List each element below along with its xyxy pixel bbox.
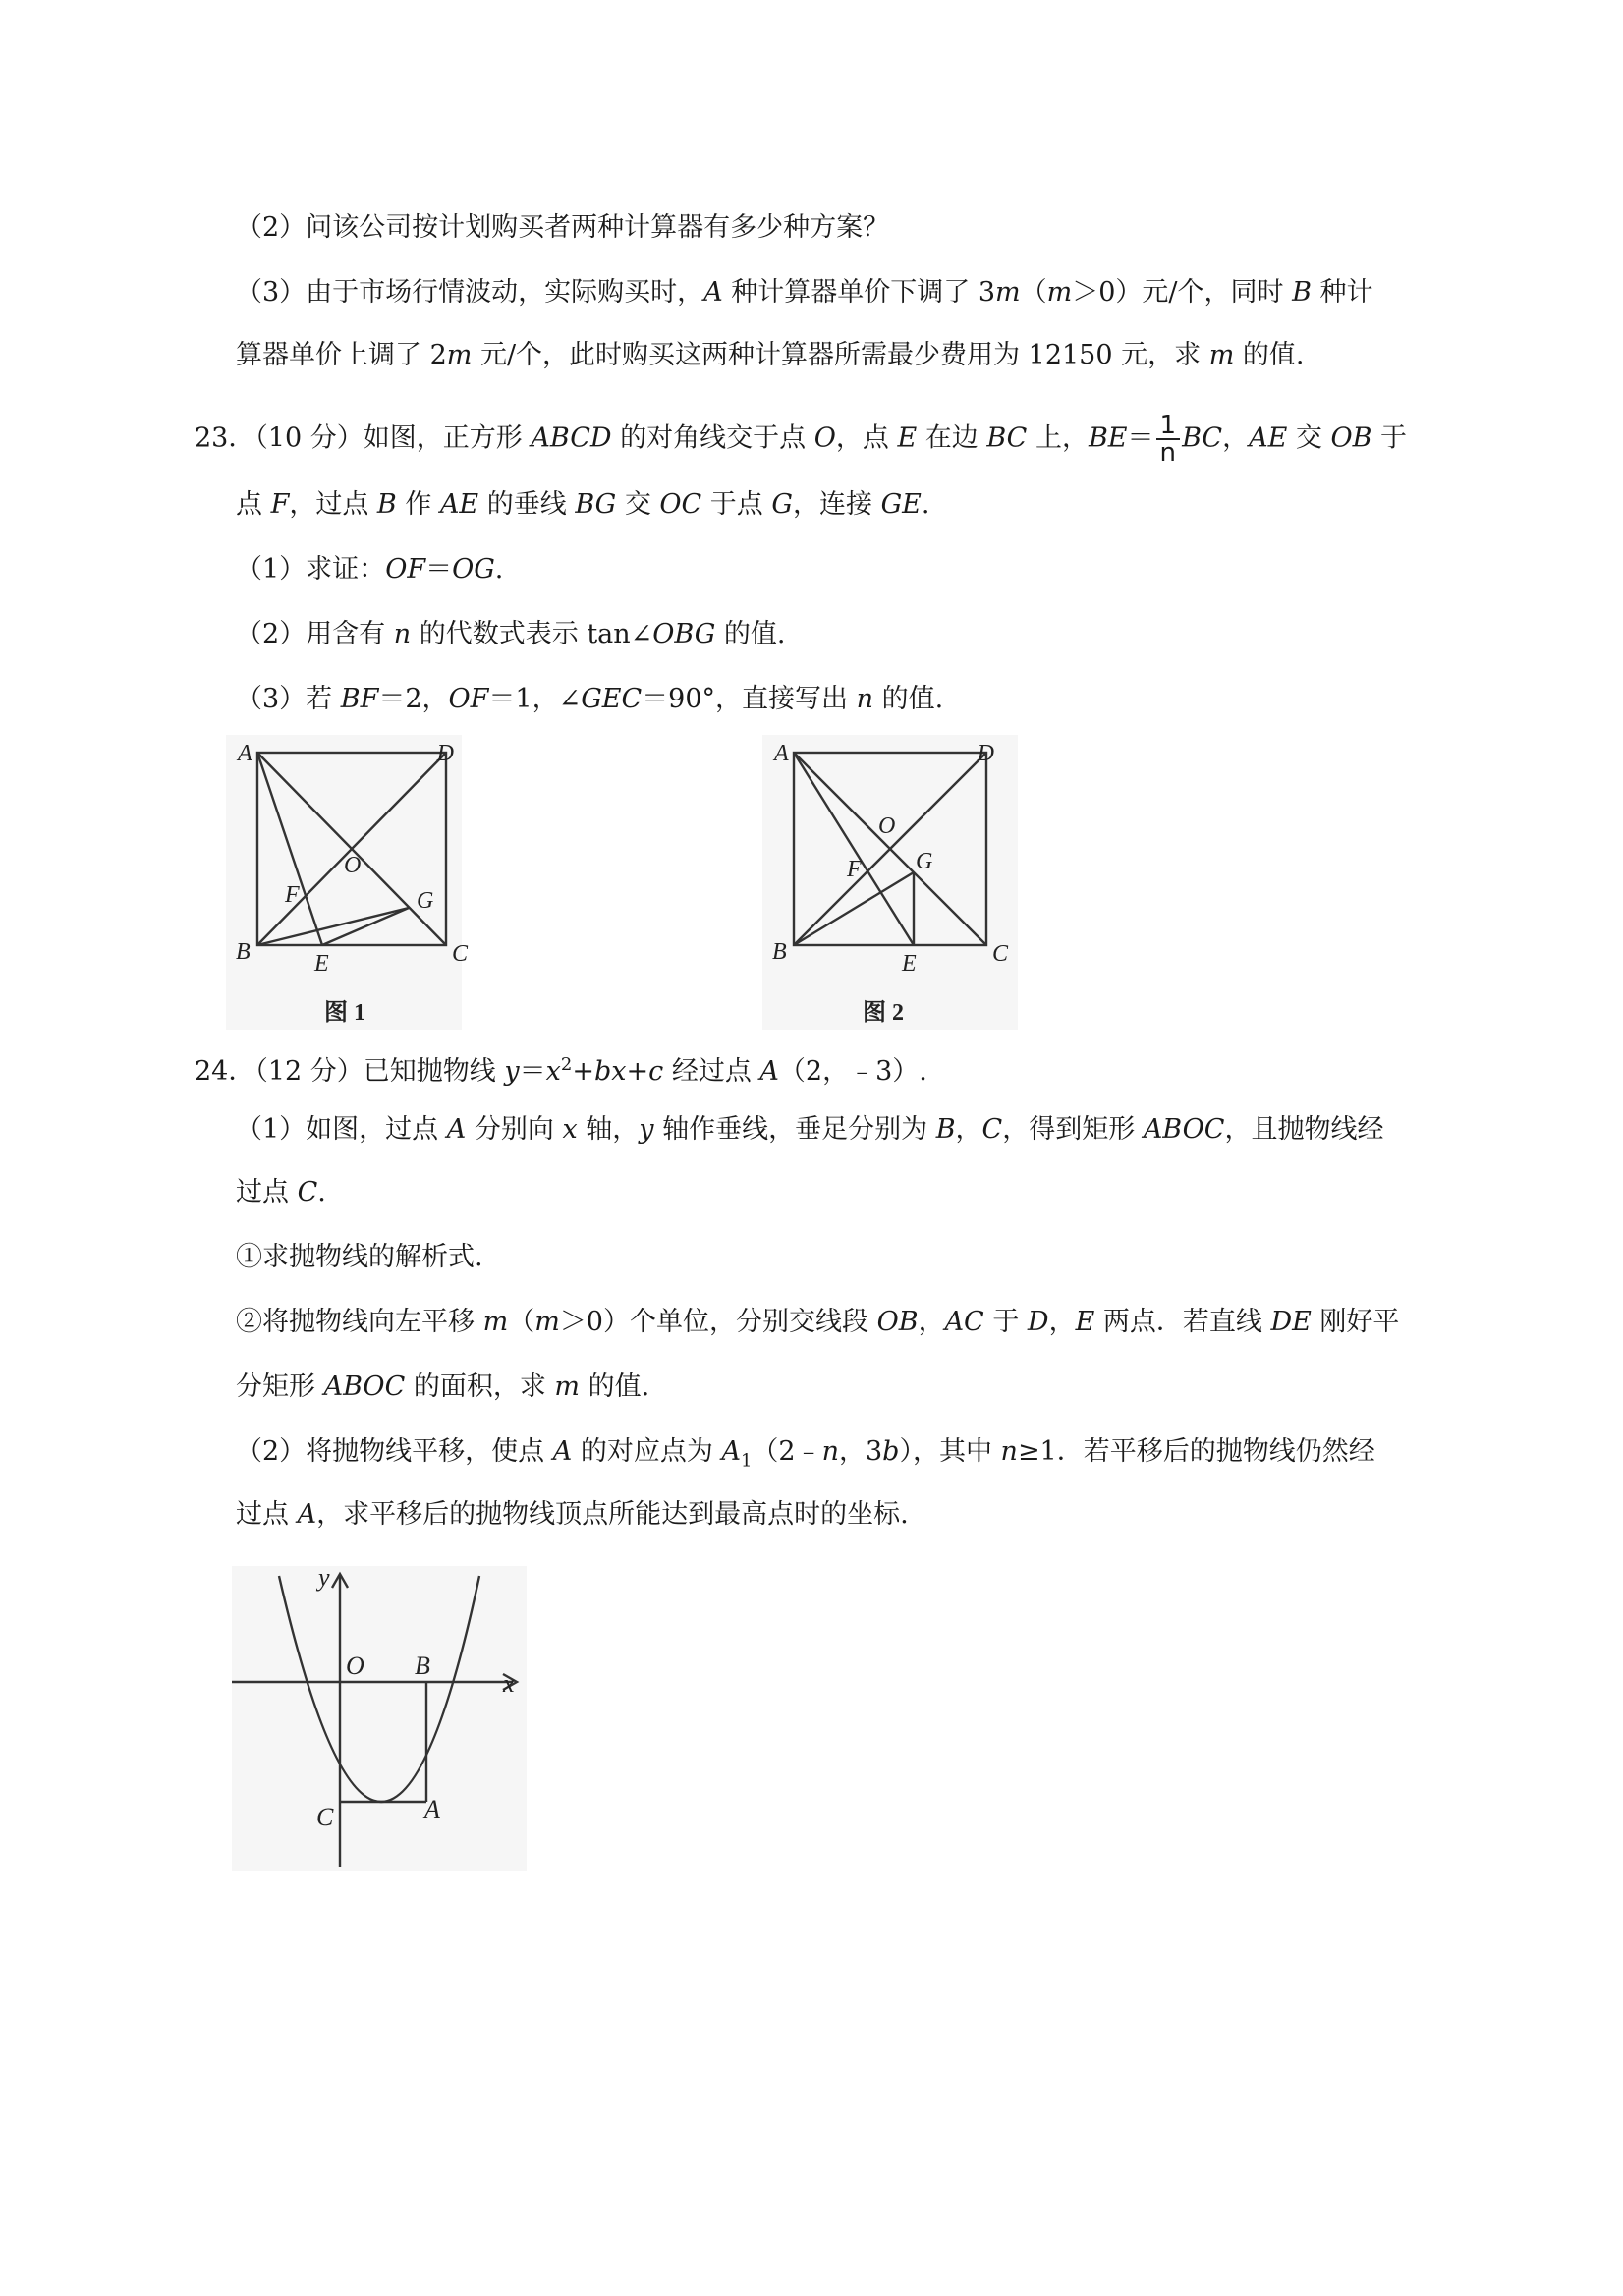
q22-part3-line1: （3）由于市场行情波动，实际购买时，A 种计算器单价下调了 3m（m＞0）元/个，同时 B 种计	[236, 277, 1373, 308]
fig1-label-e: E	[314, 951, 329, 977]
fig1-label-c: C	[452, 941, 469, 967]
q23-sub2: （2）用含有 n 的代数式表示 tan∠OBG 的值.	[236, 619, 786, 649]
fig2-label-e: E	[902, 951, 917, 977]
fig1-label-d: D	[436, 741, 454, 766]
fig2-label-g: G	[916, 849, 933, 874]
q24-part1-item2-line2: 分矩形 ABOC 的面积，求 m 的值.	[236, 1372, 650, 1402]
fig1-label-f: F	[285, 882, 300, 908]
q24-part1-item2-line1: ②将抛物线向左平移 m（m＞0）个单位，分别交线段 OB，AC 于 D，E 两点．若直线 DE 刚好平	[236, 1307, 1400, 1337]
fig1-caption: 图 1	[324, 1000, 365, 1026]
q24-part1-line1: （1）如图，过点 A 分别向 x 轴，y 轴作垂线，垂足分别为 B，C，得到矩形 ABOC，且抛物线经	[236, 1114, 1384, 1145]
fig1-label-a: A	[238, 741, 252, 766]
q22-part3-line2: 算器单价上调了 2m 元/个，此时购买这两种计算器所需最少费用为 12150 元，求 m 的值.	[236, 340, 1305, 370]
q24-parabola-figure	[232, 1563, 527, 1871]
graph-label-b: B	[415, 1652, 430, 1680]
q23-figure-2	[762, 735, 1018, 1030]
fig2-caption: 图 2	[863, 1000, 904, 1026]
graph-label-o: O	[346, 1652, 364, 1680]
fraction-1-over-n: $\frac{1}{n}$	[1156, 413, 1181, 466]
graph-label-x: x	[503, 1669, 515, 1698]
q23-sub3: （3）若 BF＝2，OF＝1，∠GEC＝90°，直接写出 n 的值.	[236, 684, 944, 714]
graph-label-c: C	[316, 1803, 334, 1831]
q24-part1-line2: 过点 C.	[236, 1177, 326, 1207]
q24-part2-line2: 过点 A，求平移后的抛物线顶点所能达到最高点时的坐标.	[236, 1499, 909, 1530]
q23-heading: 23．（10 分）如图，正方形 ABCD 的对角线交于点 O，点 E 在边 BC 上，BE＝ $\frac{1}{n}$ BC，AE 交 OB 于	[195, 411, 1408, 468]
fig1-label-g: G	[417, 888, 434, 914]
graph-label-a: A	[424, 1795, 440, 1823]
q24-heading: 24．（12 分）已知抛物线 $y=x^2+bx+c$ 经过点 A（2，﹣3）.	[195, 1054, 927, 1087]
fig2-label-a: A	[774, 741, 789, 766]
fig1-label-b: B	[236, 939, 251, 965]
fig2-label-o: O	[878, 813, 896, 839]
fig2-label-f: F	[847, 857, 862, 882]
fig2-label-d: D	[977, 741, 994, 766]
fig2-label-c: C	[992, 941, 1009, 967]
fig1-label-o: O	[344, 853, 362, 878]
fig2-label-b: B	[772, 939, 787, 965]
q24-part1-item1: ①求抛物线的解析式.	[236, 1242, 483, 1272]
q23-heading-line2: 点 F，过点 B 作 AE 的垂线 BG 交 OC 于点 G，连接 GE.	[236, 489, 930, 520]
q23-figure-1	[226, 735, 469, 1030]
q24-part2-line1: （2）将抛物线平移，使点 A 的对应点为 $A_1(2﹣n$，3b），其中 n≥1．若平移后的抛物线仍然经	[236, 1436, 1375, 1472]
graph-label-y: y	[318, 1563, 330, 1592]
q22-part2: （2）问该公司按计划购买者两种计算器有多少种方案？	[236, 212, 890, 243]
q23-sub1: （1）求证：OF＝OG.	[236, 554, 504, 585]
